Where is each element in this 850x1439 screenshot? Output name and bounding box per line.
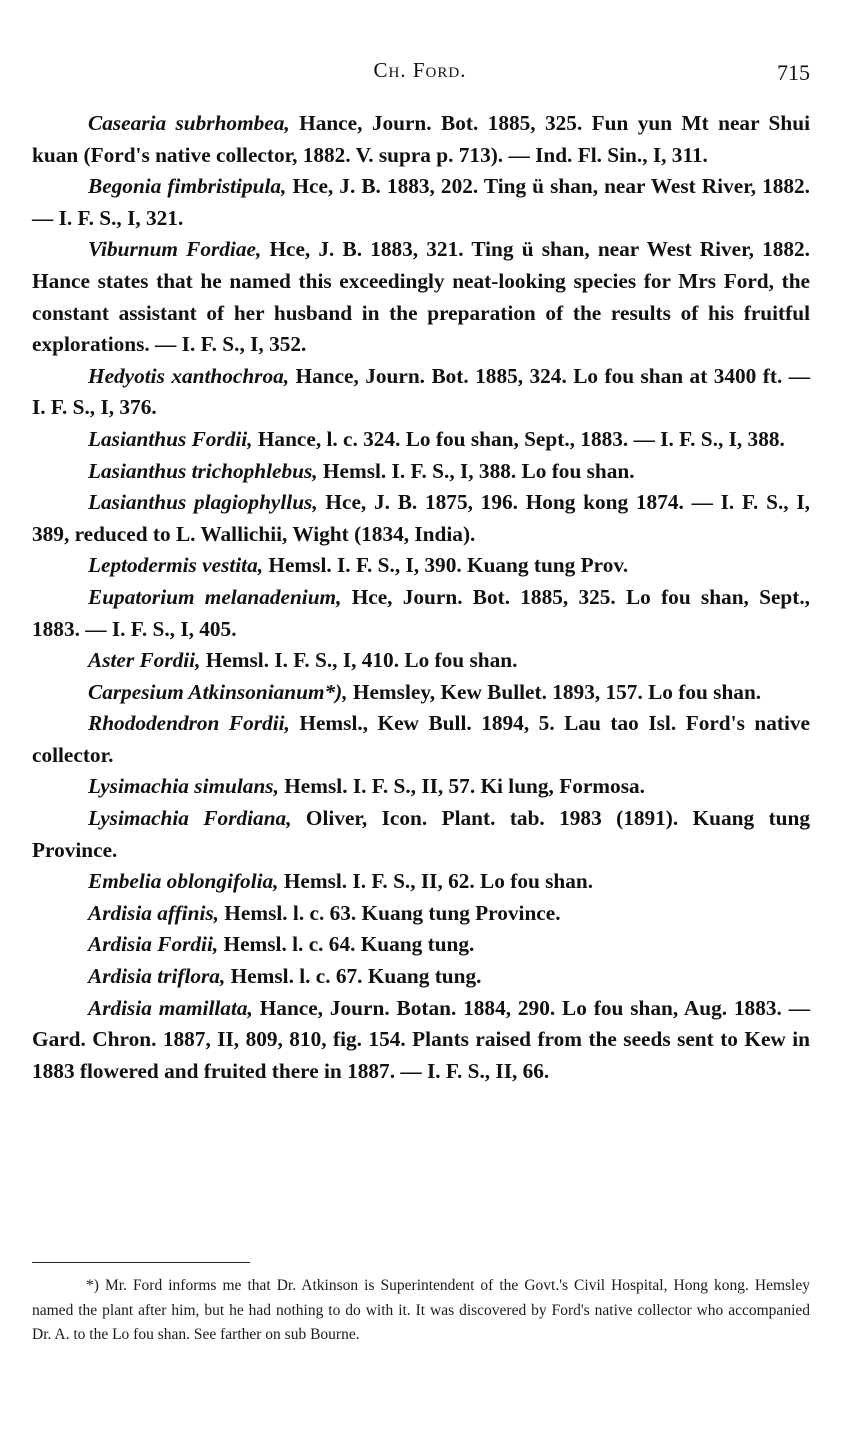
species-entry	[32, 677, 810, 709]
species-citation: Oliver, Icon. Plant. tab. 1983 (1891). Kuang tung Province.	[32, 806, 810, 862]
species-citation: Hance, Journ. Bot. 1885, 325. Fun yun Mt near Shui kuan (Ford's native collector, 1882. V. supra p. 713). — Ind. Fl. Sin., I, 311.	[32, 111, 810, 167]
species-citation: Hance, l. c. 324. Lo fou shan, Sept., 1883. — I. F. S., I, 388.	[252, 426, 785, 451]
species-citation: Hemsley, Kew Bullet. 1893, 157. Lo fou shan.	[347, 679, 762, 704]
species-citation: Hemsl. I. F. S., II, 57. Ki lung, Formosa.	[278, 774, 645, 799]
species-entry	[32, 993, 810, 1088]
species-citation: Hce, J. B. 1883, 321. Ting ü shan, near West River, 1882. Hance states that he named this exceedingly neat-looking species for Mrs Ford, the constant assistant of her husband in the preparation of the results of his fruitful explorations. — I. F. S., I, 352.	[32, 237, 811, 357]
species-entry	[32, 582, 810, 645]
species-entry	[32, 708, 810, 771]
footnote: *) Mr. Ford informs me that Dr. Atkinson is Superintendent of the Govt.'s Civil Hospital, Hong kong. Hemsley named the plant after him, but he had nothing to do with it. It was discovered by Ford's native collector who accompanied Dr. A. to the Lo fou shan. See farther on sub Bourne.	[32, 1277, 810, 1344]
species-name: Casearia subrhombea,	[88, 111, 290, 135]
species-citation: Hce, J. B. 1883, 202. Ting ü shan, near West River, 1882. — I. F. S., I, 321.	[32, 174, 811, 230]
species-entry	[32, 645, 810, 677]
species-entry	[32, 424, 810, 456]
species-name: Carpesium Atkinsonianum*),	[88, 679, 348, 704]
species-name: Lasianthus Fordii,	[88, 426, 253, 451]
species-name: Leptodermis vestita,	[88, 553, 264, 578]
species-entry	[32, 803, 810, 866]
species-entry	[32, 361, 810, 424]
species-entry	[32, 866, 810, 898]
running-head: Ch. Ford.	[373, 58, 467, 82]
species-citation: Hce, Journ. Bot. 1885, 325. Lo fou shan, Sept., 1883. — I. F. S., I, 405.	[32, 584, 810, 641]
species-citation: Hance, Journ. Bot. 1885, 324. Lo fou shan at 3400 ft. — I. F. S., I, 376.	[32, 363, 810, 420]
species-entry	[32, 108, 810, 171]
species-entry	[32, 898, 810, 930]
page-header	[30, 56, 810, 88]
species-name: Embelia oblongifolia,	[88, 869, 279, 894]
species-citation: Hemsl. I. F. S., II, 62. Lo fou shan.	[278, 869, 594, 894]
species-name: Eupatorium melanadenium,	[88, 584, 342, 609]
species-citation: Hce, J. B. 1875, 196. Hong kong 1874. — I. F. S., I, 389, reduced to L. Wallichii, Wight (1834, India).	[32, 490, 810, 546]
species-name: Ardisia triflora,	[88, 964, 226, 989]
species-citation: Hemsl. l. c. 64. Kuang tung.	[218, 932, 475, 957]
species-citation: Hemsl. l. c. 63. Kuang tung Province.	[218, 900, 561, 925]
species-name: Lysimachia Fordiana,	[88, 806, 292, 831]
species-citation: Hemsl. l. c. 67. Kuang tung.	[225, 964, 482, 989]
species-name: Begonia fimbristipula,	[88, 174, 287, 199]
species-entry	[32, 456, 810, 488]
species-citation: Hemsl. I. F. S., I, 388. Lo fou shan.	[317, 458, 635, 483]
species-entry	[32, 771, 810, 803]
species-citation: Hance, Journ. Botan. 1884, 290. Lo fou shan, Aug. 1883. — Gard. Chron. 1887, II, 809, 810, fig. 154. Plants raised from the seeds sent to Kew in 1883 flowered and fruited there in 1887. — I. F. S., II, 66.	[32, 995, 810, 1083]
page-number: 715	[777, 60, 810, 85]
species-name: Hedyotis xanthochroa,	[88, 363, 290, 388]
species-entry	[32, 929, 810, 961]
species-name: Rhododendron Fordii,	[88, 711, 290, 736]
species-citation: Hemsl., Kew Bull. 1894, 5. Lau tao Isl. Ford's native collector.	[32, 711, 810, 767]
species-entry	[32, 961, 810, 993]
species-name: Ardisia mamillata,	[88, 995, 253, 1020]
species-list	[32, 108, 810, 1087]
species-entry	[32, 550, 810, 582]
species-name: Ardisia affinis,	[88, 900, 219, 925]
species-name: Aster Fordii,	[88, 648, 201, 673]
species-name: Lysimachia simulans,	[88, 774, 279, 799]
species-citation: Hemsl. I. F. S., I, 390. Kuang tung Prov.	[263, 553, 629, 578]
species-entry	[32, 487, 810, 550]
species-entry	[32, 234, 810, 360]
species-name: Lasianthus plagiophyllus,	[88, 490, 318, 515]
species-entry	[32, 171, 810, 234]
species-name: Lasianthus trichophlebus,	[88, 458, 318, 483]
species-citation: Hemsl. I. F. S., I, 410. Lo fou shan.	[200, 648, 518, 673]
footnote-divider	[32, 1262, 250, 1263]
species-name: Ardisia Fordii,	[88, 932, 219, 957]
species-name: Viburnum Fordiae,	[88, 237, 262, 262]
